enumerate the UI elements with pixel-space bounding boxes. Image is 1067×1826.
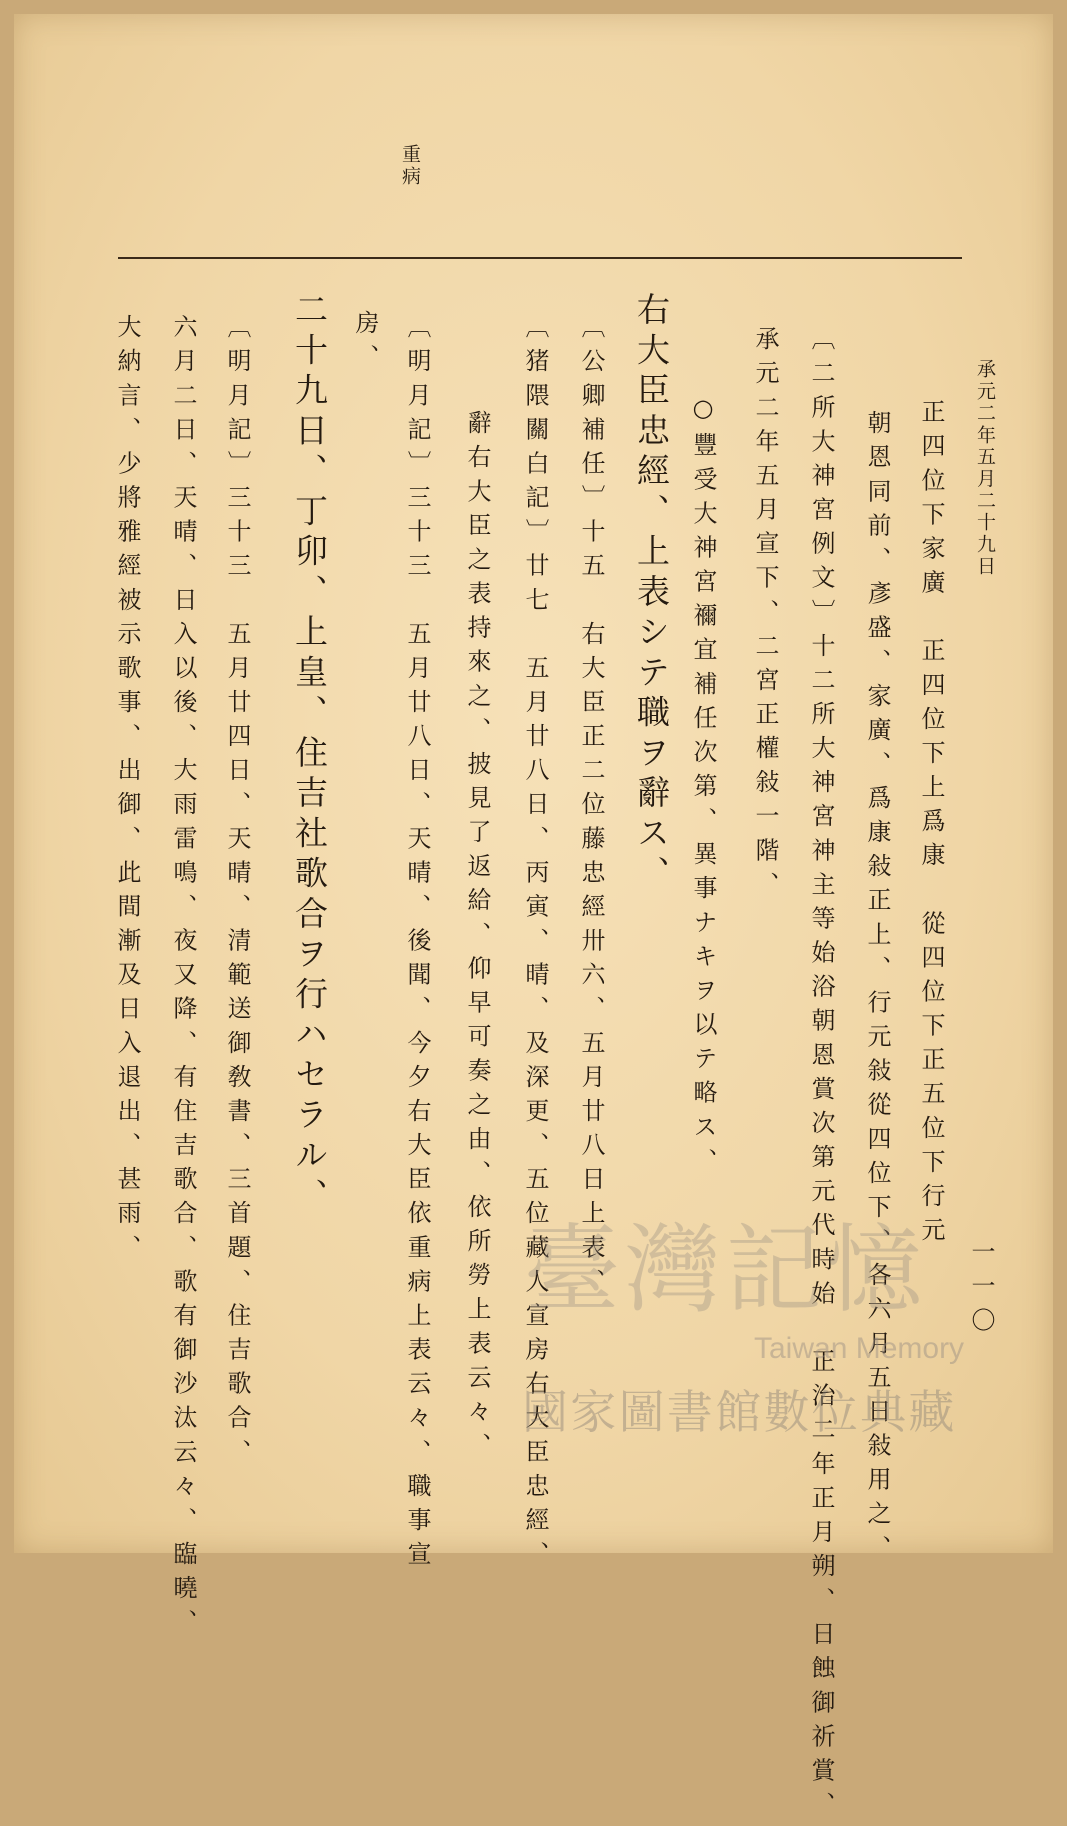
watermark-institution: 國家圖書館數位典藏 bbox=[522, 1385, 957, 1439]
text-column-heading: 二十九日、丁卯、上皇、住吉社歌合ヲ行ハセラル、 bbox=[290, 292, 329, 1218]
margin-note: 重病 bbox=[399, 144, 421, 188]
book-page bbox=[14, 14, 1053, 1826]
text-column: 六月二日、天晴、日入以後、大雨雷鳴、夜又降、有住吉歌合、歌有御沙汰云々、臨曉、 bbox=[169, 314, 197, 1644]
page-number: 一一〇 bbox=[967, 1239, 995, 1342]
text-column: 〔二所大神宮例文〕十二所大神宮神主等始浴朝恩賞次第元代時始 正治二年正月朔、日蝕御祈賞、 bbox=[807, 326, 835, 1826]
header-rule bbox=[118, 257, 962, 259]
text-column: 承元二年五月宣下、二宮正權敍一階、 bbox=[751, 326, 779, 906]
text-column: 朝恩同前、彥盛、家廣、爲康敍正上、行元敍從四位下、各六月五日敍用之、 bbox=[863, 410, 891, 1569]
text-column: 房、 bbox=[351, 310, 379, 379]
text-column: 〔明月記〕三十三 五月廿八日、天晴、後聞、今夕右大臣依重病上表云々、職事宣 bbox=[403, 314, 431, 1575]
text-column: 大納言、少將雅經被示歌事、出御、此間漸及日入退出、甚雨、 bbox=[113, 314, 141, 1269]
running-head: 承元二年五月二十九日 bbox=[974, 359, 996, 578]
text-column: 〔公卿補任〕十五 右大臣正二位藤忠經卅六、五月廿八日上表、 bbox=[577, 314, 605, 1303]
text-column: 〔猪隈關白記〕廿七 五月廿八日、丙寅、晴、及深更、五位藏人宣房右大臣忠經、 bbox=[521, 314, 549, 1575]
text-column: 〔明月記〕三十三 五月廿四日、天晴、清範送御敎書、三首題、住吉歌合、 bbox=[223, 314, 251, 1473]
watermark-logo: 臺灣記憶 bbox=[524, 1214, 928, 1326]
watermark-english: Taiwan Memory bbox=[754, 1332, 965, 1365]
text-column: ○豐受大神宮禰宜補任次第、異事ナキヲ以テ略ス、 bbox=[689, 394, 717, 1182]
text-column: 辭右大臣之表持來之、披見了返給、仰早可奏之由、依所勞上表云々、 bbox=[463, 410, 491, 1467]
text-column: 正四位下家廣 正四位下上爲康 從四位下正五位下行元 bbox=[917, 399, 945, 1251]
text-column-heading: 右大臣忠經、上表シテ職ヲ辭ス、 bbox=[632, 292, 671, 896]
